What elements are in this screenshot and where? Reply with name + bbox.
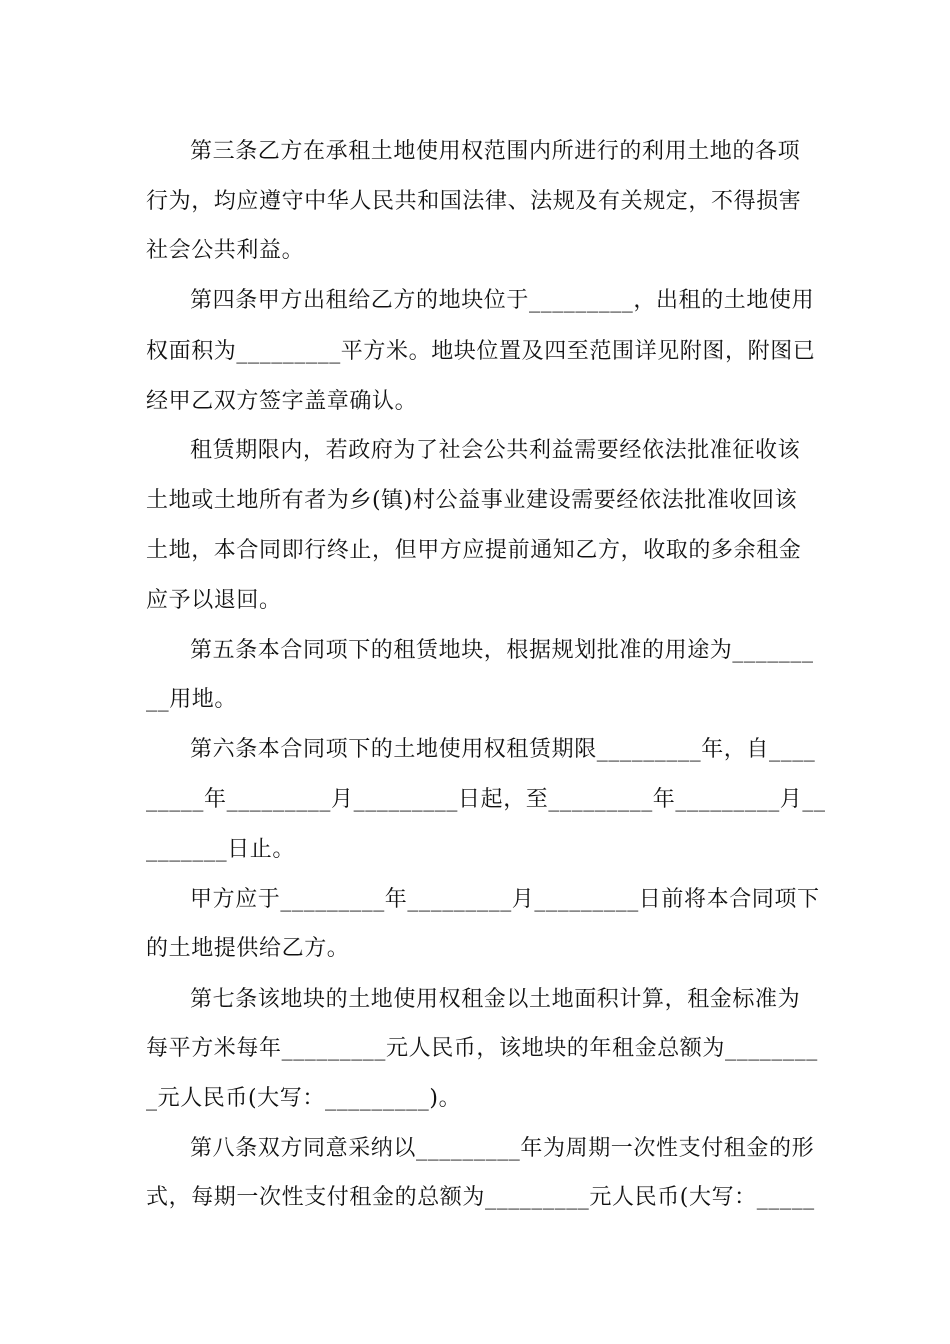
article-8-line-1: 第八条双方同意采纳以_________年为周期一次性支付租金的形 <box>190 1136 815 1161</box>
article-6-line-3: _______日止。 <box>146 837 296 862</box>
lease-period-clause-line-2: 土地或土地所有者为乡(镇)村公益事业建设需要经依法批准收回该 <box>146 488 798 513</box>
lease-period-clause-line-1: 租赁期限内，若政府为了社会公共利益需要经依法批准征收该 <box>190 438 801 463</box>
article-3-line-1: 第三条乙方在承租土地使用权范围内所进行的利用土地的各项 <box>190 139 801 164</box>
lease-period-clause-line-4: 应予以退回。 <box>146 588 282 613</box>
article-7-line-1: 第七条该地块的土地使用权租金以土地面积计算，租金标准为 <box>190 987 801 1012</box>
article-6-line-2: _____年_________月_________日起，至_________年_________月__ <box>146 787 826 812</box>
delivery-clause-line-1: 甲方应于_________年_________月_________日前将本合同项下 <box>190 887 820 912</box>
article-4-line-3: 经甲乙双方签字盖章确认。 <box>146 389 418 414</box>
article-3-line-2: 行为，均应遵守中华人民共和国法律、法规及有关规定，不得损害 <box>146 189 802 214</box>
article-5-line-2: __用地。 <box>146 687 238 712</box>
article-5-line-1: 第五条本合同项下的租赁地块，根据规划批准的用途为_______ <box>190 638 814 663</box>
article-4-line-2: 权面积为_________平方米。地块位置及四至范围详见附图，附图已 <box>146 339 816 364</box>
article-4-line-1: 第四条甲方出租给乙方的地块位于_________，出租的土地使用 <box>190 288 815 313</box>
lease-period-clause-line-3: 土地，本合同即行终止，但甲方应提前通知乙方，收取的多余租金 <box>146 538 802 563</box>
article-8-line-2: 式，每期一次性支付租金的总额为_________元人民币(大写：_____ <box>146 1185 815 1210</box>
article-3-line-3: 社会公共利益。 <box>146 238 305 263</box>
article-6-line-1: 第六条本合同项下的土地使用权租赁期限_________年，自____ <box>190 737 816 762</box>
article-7-line-3: _元人民币(大写：_________)。 <box>146 1086 462 1111</box>
article-7-line-2: 每平方米每年_________元人民币，该地块的年租金总额为________ <box>146 1036 818 1061</box>
delivery-clause-line-2: 的土地提供给乙方。 <box>146 936 350 961</box>
